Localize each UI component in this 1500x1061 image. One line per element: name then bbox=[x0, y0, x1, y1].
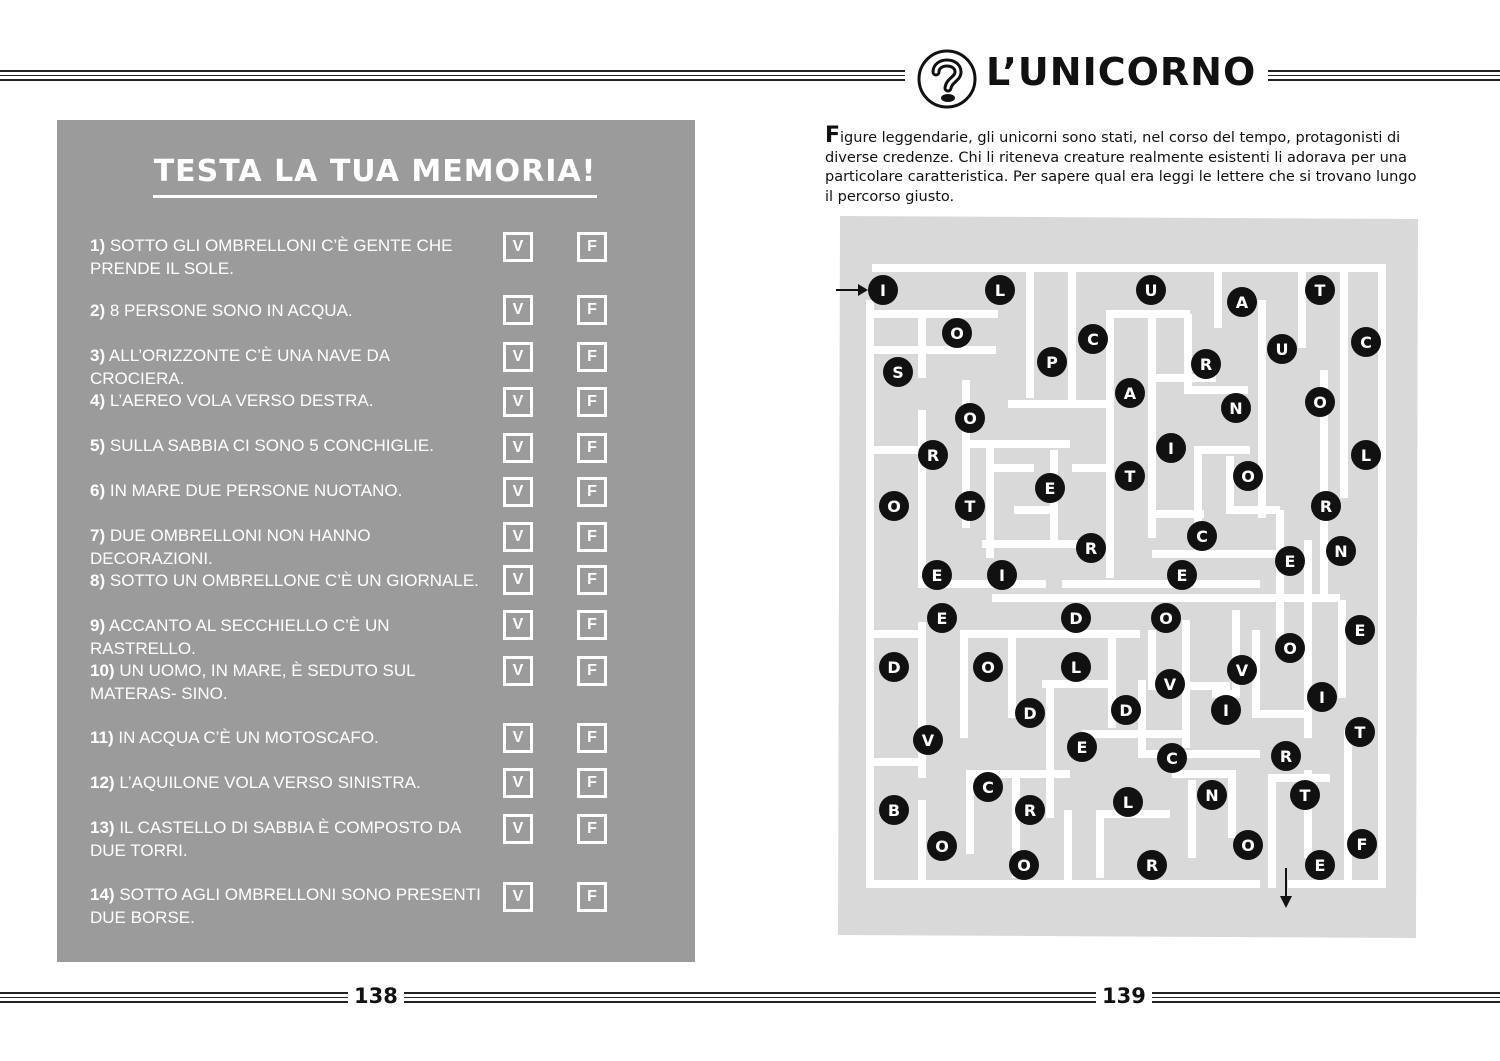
question-statement: UN UOMO, IN MARE, È SEDUTO SUL MATERAS- SINO. bbox=[90, 661, 415, 703]
maze-letter-text: O bbox=[1017, 856, 1031, 875]
question-statement: IN ACQUA C’È UN MOTOSCAFO. bbox=[118, 728, 379, 747]
maze-letter-text: I bbox=[880, 281, 886, 300]
question-number: 13) bbox=[90, 818, 115, 837]
maze-letter bbox=[1061, 603, 1091, 633]
maze-letter bbox=[913, 725, 943, 755]
maze-letter bbox=[973, 652, 1003, 682]
true-checkbox[interactable]: V bbox=[503, 768, 533, 798]
maze-letter bbox=[1035, 473, 1065, 503]
question-statement: DUE OMBRELLONI NON HANNO DECORAZIONI. bbox=[90, 526, 371, 568]
question-statement: L’AQUILONE VOLA VERSO SINISTRA. bbox=[119, 773, 421, 792]
maze-letter-text: E bbox=[931, 566, 943, 585]
maze-letter bbox=[1113, 787, 1143, 817]
maze-letter-text: E bbox=[1354, 621, 1366, 640]
true-checkbox[interactable]: V bbox=[503, 387, 533, 417]
question-number: 7) bbox=[90, 526, 106, 545]
intro-paragraph bbox=[825, 123, 1425, 207]
maze-letter-text: R bbox=[1084, 539, 1098, 558]
question-number: 8) bbox=[90, 571, 106, 590]
maze-letter bbox=[1326, 536, 1356, 566]
true-checkbox[interactable]: V bbox=[503, 565, 533, 595]
question-text bbox=[90, 883, 485, 929]
maze-letter-text: C bbox=[1087, 330, 1099, 349]
true-checkbox[interactable]: V bbox=[503, 522, 533, 552]
maze-letter-text: O bbox=[1283, 639, 1297, 658]
maze-letter-text: L bbox=[1122, 793, 1134, 812]
maze-letter-text: A bbox=[1123, 384, 1137, 403]
maze-letter-text: O bbox=[1159, 609, 1173, 628]
question-text bbox=[90, 816, 485, 862]
maze-letter bbox=[1067, 732, 1097, 762]
maze-letter-text: T bbox=[1354, 723, 1366, 742]
maze-letter bbox=[1307, 682, 1337, 712]
maze-letter bbox=[942, 318, 972, 348]
maze-letter-text: R bbox=[1279, 747, 1293, 766]
question-text bbox=[90, 771, 485, 794]
maze-letter bbox=[1115, 461, 1145, 491]
maze-letter-text: U bbox=[1275, 340, 1289, 359]
maze-letter bbox=[1233, 830, 1263, 860]
maze-letter-text: L bbox=[1360, 446, 1372, 465]
maze-letter-text: I bbox=[1168, 439, 1174, 458]
false-checkbox[interactable]: F bbox=[577, 342, 607, 372]
maze-letter-text: O bbox=[1313, 393, 1327, 412]
question-number: 6) bbox=[90, 481, 106, 500]
maze-letter bbox=[1233, 461, 1263, 491]
maze-letter-text: T bbox=[1314, 281, 1326, 300]
maze-letter-text: R bbox=[1199, 355, 1213, 374]
question-number: 1) bbox=[90, 236, 106, 255]
maze-letter bbox=[1136, 275, 1166, 305]
maze-letter-text: N bbox=[1334, 542, 1348, 561]
false-checkbox[interactable]: F bbox=[577, 565, 607, 595]
maze-letter-text: I bbox=[999, 566, 1005, 585]
maze-letter bbox=[1227, 655, 1257, 685]
maze-letter bbox=[955, 403, 985, 433]
maze-letter bbox=[922, 560, 952, 590]
false-checkbox[interactable]: F bbox=[577, 723, 607, 753]
question-statement: SOTTO UN OMBRELLONE C’È UN GIORNALE. bbox=[109, 571, 479, 590]
maze-letter bbox=[927, 603, 957, 633]
maze-letter-text: D bbox=[887, 658, 901, 677]
question-number: 3) bbox=[90, 346, 106, 365]
maze-letter-text: E bbox=[1176, 566, 1188, 585]
maze-letter-text: O bbox=[981, 658, 995, 677]
question-number: 14) bbox=[90, 885, 115, 904]
question-statement: 8 PERSONE SONO IN ACQUA. bbox=[109, 301, 353, 320]
false-checkbox[interactable]: F bbox=[577, 882, 607, 912]
maze-letter bbox=[1111, 695, 1141, 725]
false-checkbox[interactable]: F bbox=[577, 477, 607, 507]
question-statement: ALL’ORIZZONTE C’È UNA NAVE DA CROCIERA. bbox=[90, 346, 390, 388]
maze-letter bbox=[1151, 603, 1181, 633]
intro-drop-cap: F bbox=[825, 123, 841, 148]
true-checkbox[interactable]: V bbox=[503, 342, 533, 372]
maze-letter bbox=[955, 491, 985, 521]
maze-letter-text: F bbox=[1356, 835, 1368, 854]
question-text bbox=[90, 726, 485, 749]
false-checkbox[interactable]: F bbox=[577, 768, 607, 798]
maze-letter-text: E bbox=[1044, 479, 1056, 498]
maze-letter-text: V bbox=[1163, 675, 1177, 694]
footer-rule bbox=[0, 992, 1500, 1003]
true-checkbox[interactable]: V bbox=[503, 477, 533, 507]
maze-letter bbox=[1305, 850, 1335, 880]
maze-letter bbox=[1061, 652, 1091, 682]
true-checkbox[interactable]: V bbox=[503, 656, 533, 686]
maze-letter-text: V bbox=[921, 731, 935, 750]
maze-letter-text: I bbox=[1319, 688, 1325, 707]
question-number: 2) bbox=[90, 301, 106, 320]
true-checkbox[interactable]: V bbox=[503, 232, 533, 262]
question-statement: L’AEREO VOLA VERSO DESTRA. bbox=[109, 391, 374, 410]
maze-letter-text: B bbox=[887, 801, 901, 820]
false-checkbox[interactable]: F bbox=[577, 433, 607, 463]
maze-letter bbox=[1015, 795, 1045, 825]
question-text bbox=[90, 434, 485, 457]
page-title: L’UNICORNO bbox=[986, 50, 1257, 94]
maze-letter bbox=[927, 831, 957, 861]
maze-letter-text: C bbox=[1166, 749, 1178, 768]
question-text bbox=[90, 659, 485, 705]
question-text bbox=[90, 479, 485, 502]
false-checkbox[interactable]: F bbox=[577, 522, 607, 552]
maze-letter-text: E bbox=[1076, 738, 1088, 757]
maze-letter-text: N bbox=[1205, 786, 1219, 805]
maze-letter bbox=[1305, 275, 1335, 305]
maze-letter bbox=[1137, 850, 1167, 880]
header-rule-right bbox=[1268, 70, 1500, 81]
page-number-left: 138 bbox=[348, 984, 404, 1008]
false-checkbox[interactable]: F bbox=[577, 656, 607, 686]
question-text bbox=[90, 389, 485, 412]
true-checkbox[interactable]: V bbox=[503, 882, 533, 912]
question-number: 5) bbox=[90, 436, 106, 455]
question-mark-icon bbox=[916, 48, 978, 110]
question-statement: SULLA SABBIA CI SONO 5 CONCHIGLIE. bbox=[109, 436, 434, 455]
maze-letter-text: S bbox=[892, 363, 904, 382]
maze-letter-text: C bbox=[1360, 333, 1372, 352]
maze-letter-text: R bbox=[1145, 856, 1159, 875]
maze-letter-text: O bbox=[963, 409, 977, 428]
maze-letter bbox=[973, 772, 1003, 802]
question-statement: IN MARE DUE PERSONE NUOTANO. bbox=[109, 481, 403, 500]
maze-letter bbox=[1271, 741, 1301, 771]
question-text bbox=[90, 344, 485, 390]
maze-letter-text: D bbox=[1023, 704, 1037, 723]
maze-letter-text: U bbox=[1144, 281, 1158, 300]
maze-letter bbox=[883, 357, 913, 387]
question-text bbox=[90, 569, 485, 592]
maze-letter bbox=[1345, 615, 1375, 645]
memory-quiz-panel bbox=[57, 120, 695, 962]
true-checkbox[interactable]: V bbox=[503, 814, 533, 844]
true-checkbox[interactable]: V bbox=[503, 723, 533, 753]
maze-letter bbox=[1197, 780, 1227, 810]
question-text bbox=[90, 234, 485, 280]
maze-letter-text: O bbox=[950, 324, 964, 343]
maze-letter bbox=[1267, 334, 1297, 364]
maze-letter-text: I bbox=[1223, 701, 1229, 720]
maze-letter-text: O bbox=[935, 837, 949, 856]
maze-letter bbox=[1290, 780, 1320, 810]
maze-letter-text: E bbox=[936, 609, 948, 628]
question-statement: SOTTO AGLI OMBRELLONI SONO PRESENTI DUE BORSE. bbox=[90, 885, 481, 927]
false-checkbox[interactable]: F bbox=[577, 295, 607, 325]
intro-text: igure leggendarie, gli unicorni sono stati, nel corso del tempo, protagonisti di diverse credenze. Chi li riteneva creature realmente esistenti li adorava per una particolare caratteristica. Per sapere qual era leggi le lettere che si trovano lungo il percorso giusto. bbox=[825, 130, 1417, 205]
question-statement: SOTTO GLI OMBRELLONI C’È GENTE CHE PRENDE IL SOLE. bbox=[90, 236, 453, 278]
maze-letter bbox=[1167, 560, 1197, 590]
maze-letter-text: V bbox=[1235, 661, 1249, 680]
maze-letter-text: A bbox=[1235, 293, 1249, 312]
maze-letter-text: R bbox=[926, 446, 940, 465]
header-rule-left bbox=[0, 70, 905, 81]
maze-letter bbox=[1187, 521, 1217, 551]
maze-letter bbox=[1037, 347, 1067, 377]
false-checkbox[interactable]: F bbox=[577, 232, 607, 262]
maze-letter bbox=[1305, 387, 1335, 417]
maze-letter bbox=[1191, 349, 1221, 379]
question-number: 12) bbox=[90, 773, 115, 792]
maze-letter bbox=[879, 795, 909, 825]
question-text bbox=[90, 614, 485, 660]
question-number: 11) bbox=[90, 728, 114, 747]
maze-letter-text: N bbox=[1229, 399, 1243, 418]
page-number-right: 139 bbox=[1096, 984, 1152, 1008]
maze-letter bbox=[879, 491, 909, 521]
maze-letter bbox=[1211, 695, 1241, 725]
maze-letter bbox=[1351, 327, 1381, 357]
maze-letter-text: D bbox=[1119, 701, 1133, 720]
quiz-title: TESTA LA TUA MEMORIA! bbox=[153, 154, 597, 198]
question-statement: ACCANTO AL SECCHIELLO C’È UN RASTRELLO. bbox=[90, 616, 390, 658]
false-checkbox[interactable]: F bbox=[577, 387, 607, 417]
maze-letter bbox=[1227, 287, 1257, 317]
maze-letter-text: E bbox=[1284, 552, 1296, 571]
maze-letter-text: R bbox=[1023, 801, 1037, 820]
maze-letter bbox=[868, 275, 898, 305]
maze-letter bbox=[1275, 633, 1305, 663]
maze-letter bbox=[879, 652, 909, 682]
false-checkbox[interactable]: F bbox=[577, 814, 607, 844]
maze-letter bbox=[1311, 491, 1341, 521]
false-checkbox[interactable]: F bbox=[577, 610, 607, 640]
true-checkbox[interactable]: V bbox=[503, 295, 533, 325]
maze-letter bbox=[1221, 393, 1251, 423]
maze-letter bbox=[1351, 440, 1381, 470]
maze-letter bbox=[1115, 378, 1145, 408]
maze-letter-text: O bbox=[1241, 467, 1255, 486]
maze-letter bbox=[1156, 433, 1186, 463]
maze-letter-text: E bbox=[1314, 856, 1326, 875]
true-checkbox[interactable]: V bbox=[503, 433, 533, 463]
maze-letter bbox=[1155, 669, 1185, 699]
maze-letter bbox=[1076, 533, 1106, 563]
maze-letter bbox=[987, 560, 1017, 590]
maze-letter-text: C bbox=[1196, 527, 1208, 546]
question-text bbox=[90, 524, 485, 570]
true-checkbox[interactable]: V bbox=[503, 610, 533, 640]
maze-letter-text: T bbox=[964, 497, 976, 516]
maze-letter-text: D bbox=[1069, 609, 1083, 628]
maze-letter bbox=[1157, 743, 1187, 773]
maze-letter bbox=[1078, 324, 1108, 354]
maze-letter bbox=[1275, 546, 1305, 576]
maze-letter bbox=[985, 275, 1015, 305]
maze-letter-text: L bbox=[1070, 658, 1082, 677]
question-number: 9) bbox=[90, 616, 106, 635]
maze-letter-text: P bbox=[1046, 353, 1058, 372]
maze-letter-text: O bbox=[887, 497, 901, 516]
maze-letter bbox=[1009, 850, 1039, 880]
maze-letter bbox=[918, 440, 948, 470]
question-statement: IL CASTELLO DI SABBIA È COMPOSTO DA DUE TORRI. bbox=[90, 818, 461, 860]
maze-letter-text: T bbox=[1299, 786, 1311, 805]
maze-letter-text: L bbox=[994, 281, 1006, 300]
maze-letter-text: C bbox=[982, 778, 994, 797]
maze-letter-text: T bbox=[1124, 467, 1136, 486]
maze-letter bbox=[1015, 698, 1045, 728]
maze-letter-text: R bbox=[1319, 497, 1333, 516]
question-number: 4) bbox=[90, 391, 106, 410]
question-text bbox=[90, 299, 485, 322]
maze-letter bbox=[1347, 829, 1377, 859]
maze-letter-text: O bbox=[1241, 836, 1255, 855]
question-number: 10) bbox=[90, 661, 115, 680]
letter-maze bbox=[836, 214, 1422, 940]
maze-letter bbox=[1345, 717, 1375, 747]
